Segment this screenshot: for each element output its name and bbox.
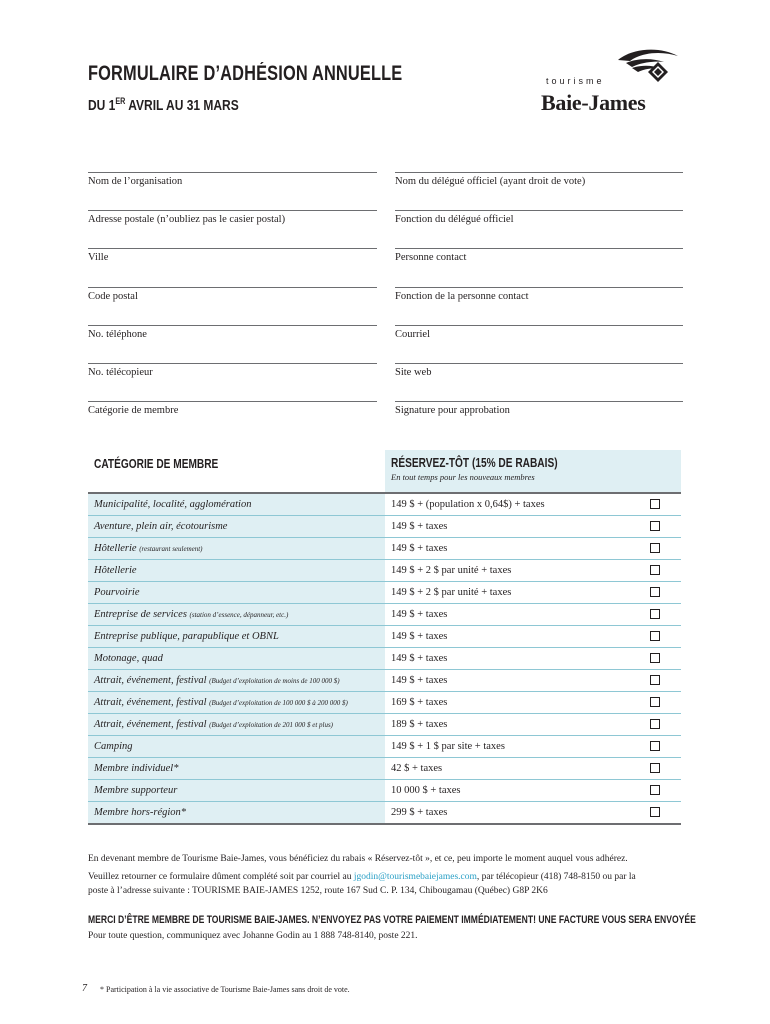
category-note: (restaurant seulement) xyxy=(139,545,203,553)
contact-paragraph: Pour toute question, communiquez avec Johanne Godin au 1 888 748-8140, poste 221. xyxy=(88,931,418,941)
category-price: 149 $ + taxes xyxy=(391,543,448,554)
category-checkbox[interactable] xyxy=(650,631,660,641)
email-link[interactable]: jgodin@tourismebaiejames.com xyxy=(353,872,477,882)
category-note: (Budget d’exploitation de moins de 100 000 $) xyxy=(209,677,340,685)
thank-you-notice: MERCI D’ÊTRE MEMBRE DE TOURISME BAIE-JAMES. N’ENVOYEZ PAS VOTRE PAIEMENT IMMÉDIATEMENT! UNE FACTURE VOUS SERA ENVOYÉE xyxy=(88,914,696,926)
field-nom-organisation[interactable]: Nom de l’organisation xyxy=(88,172,377,187)
category-price: 149 $ + 1 $ par site + taxes xyxy=(391,741,505,752)
category-label: Hôtellerie xyxy=(94,543,137,554)
category-name xyxy=(88,494,385,515)
page-number: 7 xyxy=(82,983,87,994)
price-column-header: RÉSERVEZ-TÔT (15% DE RABAIS) xyxy=(391,455,558,470)
table-row xyxy=(88,515,681,537)
table-header-price xyxy=(385,450,681,492)
tourisme-baie-james-logo xyxy=(540,46,685,118)
table-row xyxy=(88,735,681,757)
category-name xyxy=(88,758,385,779)
category-price: 149 $ + 2 $ par unité + taxes xyxy=(391,565,512,576)
field-adresse-postale[interactable]: Adresse postale (n’oubliez pas le casier postal) xyxy=(88,210,377,225)
category-checkbox[interactable] xyxy=(650,719,660,729)
table-row xyxy=(88,559,681,581)
category-price: 169 $ + taxes xyxy=(391,697,448,708)
subtitle-prefix: DU 1 xyxy=(88,97,116,114)
return-text-start: Veuillez retourner ce formulaire dûment complété soit par courriel au xyxy=(88,872,354,882)
table-row xyxy=(88,757,681,779)
category-checkbox[interactable] xyxy=(650,587,660,597)
table-row xyxy=(88,537,681,559)
category-checkbox[interactable] xyxy=(650,697,660,707)
category-price: 149 $ + taxes xyxy=(391,521,448,532)
return-address: poste à l’adresse suivante : TOURISME BAIE-JAMES 1252, route 167 Sud C. P. 134, Chibougamau (Québec) G8P 2K6 xyxy=(88,886,548,896)
category-price: 42 $ + taxes xyxy=(391,763,443,774)
category-price: 149 $ + taxes xyxy=(391,675,448,686)
category-name xyxy=(88,780,385,801)
footnote: * Participation à la vie associative de Tourisme Baie-James sans droit de vote. xyxy=(100,985,350,994)
table-header-category xyxy=(88,450,385,492)
table-row xyxy=(88,713,681,735)
category-note: (Budget d’exploitation de 100 000 $ à 200 000 $) xyxy=(209,699,348,707)
subtitle-superscript: ER xyxy=(115,96,126,106)
table-row xyxy=(88,691,681,713)
category-column-header: CATÉGORIE DE MEMBRE xyxy=(94,456,219,471)
form-title: FORMULAIRE D’ADHÉSION ANNUELLE xyxy=(88,62,403,85)
category-checkbox[interactable] xyxy=(650,543,660,553)
category-price: 299 $ + taxes xyxy=(391,807,448,818)
info-paragraph: En devenant membre de Tourisme Baie-James, vous bénéficiez du rabais « Réservez-tôt », et ce, peu importe le moment auquel vous adhérez. xyxy=(88,854,628,864)
table-row xyxy=(88,581,681,603)
table-row xyxy=(88,647,681,669)
category-price: 189 $ + taxes xyxy=(391,719,448,730)
category-label: Attrait, événement, festival xyxy=(94,697,207,708)
category-checkbox[interactable] xyxy=(650,609,660,619)
category-name xyxy=(88,670,385,691)
logo-big-text: Baie-James xyxy=(541,90,646,115)
table-row xyxy=(88,603,681,625)
category-checkbox[interactable] xyxy=(650,499,660,509)
category-label: Municipalité, localité, agglomération xyxy=(94,499,252,510)
table-row xyxy=(88,492,681,515)
category-name xyxy=(88,560,385,581)
category-note: (Budget d’exploitation de 201 000 $ et plus) xyxy=(209,721,334,729)
category-checkbox[interactable] xyxy=(650,675,660,685)
field-fonction-contact[interactable]: Fonction de la personne contact xyxy=(395,287,683,302)
category-label: Entreprise de services xyxy=(94,609,187,620)
field-code-postal[interactable]: Code postal xyxy=(88,287,377,302)
field-signature[interactable]: Signature pour approbation xyxy=(395,401,683,416)
category-price: 149 $ + taxes xyxy=(391,653,448,664)
field-fonction-delegue[interactable]: Fonction du délégué officiel xyxy=(395,210,683,225)
field-categorie-membre[interactable]: Catégorie de membre xyxy=(88,401,377,416)
category-label: Attrait, événement, festival xyxy=(94,675,207,686)
category-price: 149 $ + (population x 0,64$) + taxes xyxy=(391,499,545,510)
category-label: Membre hors-région* xyxy=(94,807,187,818)
category-label: Pourvoirie xyxy=(94,587,140,598)
category-checkbox[interactable] xyxy=(650,763,660,773)
category-label: Camping xyxy=(94,741,133,752)
category-name xyxy=(88,538,385,559)
return-instructions xyxy=(88,870,688,898)
price-column-subheader: En tout temps pour les nouveaux membres xyxy=(391,472,535,482)
membership-category-table xyxy=(88,450,681,825)
table-row xyxy=(88,625,681,647)
category-price: 149 $ + taxes xyxy=(391,609,448,620)
category-label: Aventure, plein air, écotourisme xyxy=(94,521,228,532)
field-ville[interactable]: Ville xyxy=(88,248,377,263)
table-row xyxy=(88,801,681,823)
category-label: Attrait, événement, festival xyxy=(94,719,207,730)
category-name xyxy=(88,582,385,603)
category-checkbox[interactable] xyxy=(650,653,660,663)
category-price: 149 $ + 2 $ par unité + taxes xyxy=(391,587,512,598)
category-label: Motonage, quad xyxy=(94,653,163,664)
category-checkbox[interactable] xyxy=(650,521,660,531)
field-site-web[interactable]: Site web xyxy=(395,363,683,378)
category-name xyxy=(88,736,385,757)
field-courriel[interactable]: Courriel xyxy=(395,325,683,340)
form-subtitle xyxy=(88,96,239,114)
field-telephone[interactable]: No. téléphone xyxy=(88,325,377,340)
table-row xyxy=(88,669,681,691)
table-header xyxy=(88,450,681,492)
bird-waves-icon xyxy=(612,46,682,90)
category-price: 149 $ + taxes xyxy=(391,631,448,642)
table-row xyxy=(88,779,681,801)
field-nom-delegue[interactable]: Nom du délégué officiel (ayant droit de vote) xyxy=(395,172,683,187)
category-name xyxy=(88,626,385,647)
category-name xyxy=(88,648,385,669)
subtitle-suffix: AVRIL AU 31 MARS xyxy=(125,97,239,114)
category-label: Membre individuel* xyxy=(94,763,179,774)
return-text-mid: , par télécopieur (418) 748-8150 ou par la xyxy=(476,872,636,882)
category-label: Membre supporteur xyxy=(94,785,178,796)
logo-small-text: tourisme xyxy=(546,76,605,86)
field-personne-contact[interactable]: Personne contact xyxy=(395,248,683,263)
category-name xyxy=(88,604,385,625)
category-name xyxy=(88,516,385,537)
category-name xyxy=(88,802,385,823)
category-checkbox[interactable] xyxy=(650,785,660,795)
category-name xyxy=(88,714,385,735)
category-note: (station d’essence, dépanneur, etc.) xyxy=(189,611,289,619)
category-name xyxy=(88,692,385,713)
category-checkbox[interactable] xyxy=(650,565,660,575)
category-checkbox[interactable] xyxy=(650,807,660,817)
field-telecopieur[interactable]: No. télécopieur xyxy=(88,363,377,378)
category-checkbox[interactable] xyxy=(650,741,660,751)
category-label: Entreprise publique, parapublique et OBNL xyxy=(94,631,279,642)
category-label: Hôtellerie xyxy=(94,565,137,576)
category-price: 10 000 $ + taxes xyxy=(391,785,461,796)
table-body xyxy=(88,492,681,823)
